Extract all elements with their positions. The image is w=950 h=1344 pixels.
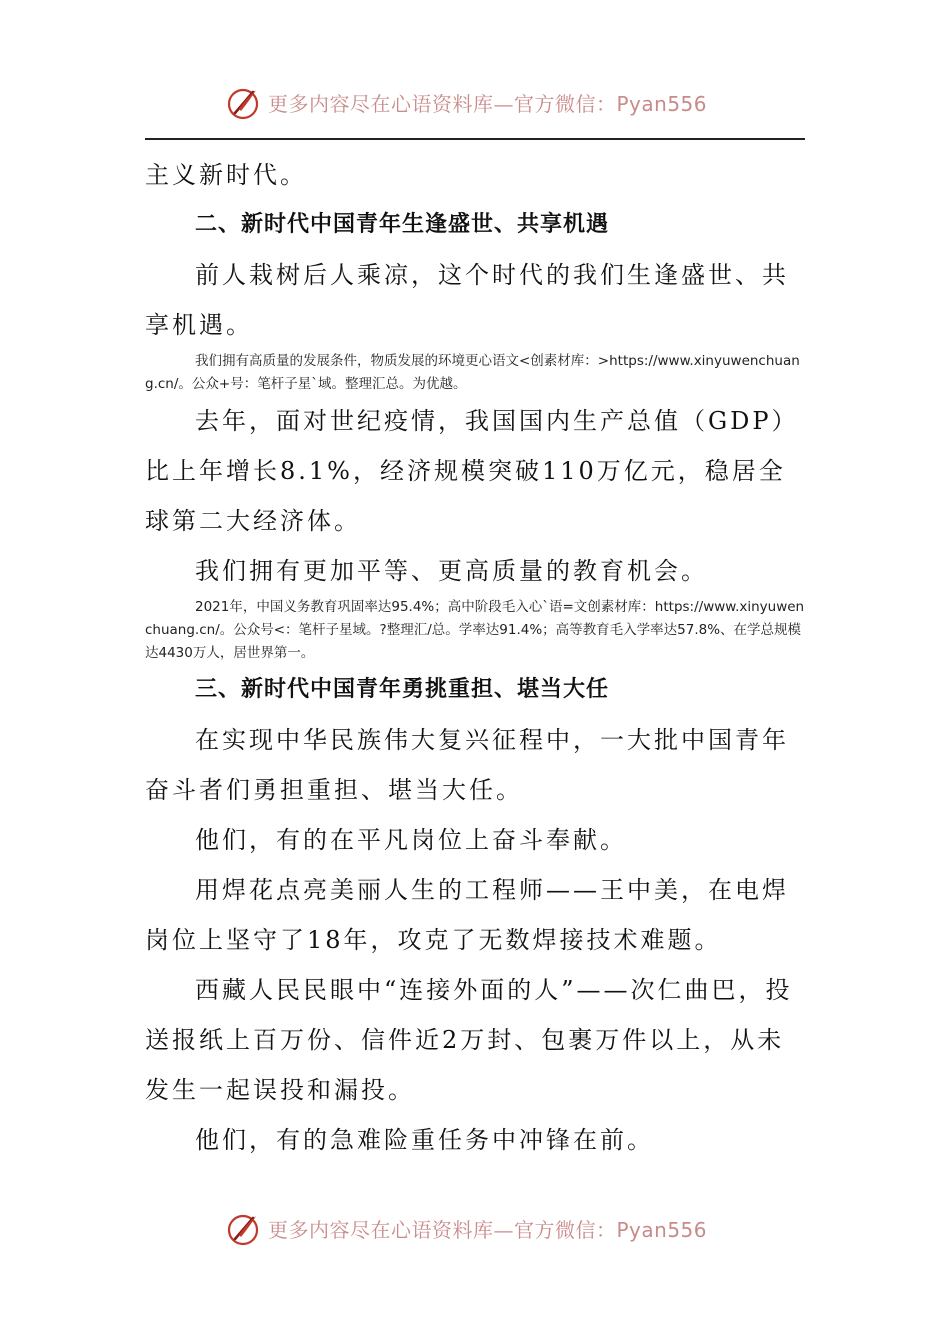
header-rule [145, 138, 805, 140]
watermark-text: 更多内容尽在心语资料库—官方微信：Pyan556 [268, 92, 708, 116]
body-paragraph: 主义新时代。 [145, 161, 307, 189]
footer-watermark [0, 1208, 950, 1252]
body-paragraph: 我们拥有更加平等、更高质量的教育机会。 [195, 557, 708, 585]
section-heading: 二、新时代中国青年生逢盛世、共享机遇 [195, 212, 610, 237]
watermark-text: 更多内容尽在心语资料库—官方微信：Pyan556 [268, 1218, 708, 1242]
body-paragraph: 西藏人民民眼中“连接外面的人”——次仁曲巴，投送报纸上百万份、信件近2万封、包裹万件以上，从未发生一起误投和漏投。 [145, 976, 793, 1104]
body-paragraph: 在实现中华民族伟大复兴征程中，一大批中国青年奋斗者们勇担重担、堪当大任。 [145, 726, 789, 804]
body-paragraph: 他们，有的急难险重任务中冲锋在前。 [195, 1126, 654, 1154]
note-paragraph: 我们拥有高质量的发展条件，物质发展的环境更心语文<创素材库：>https://www.xinyuwenchuang.cn/。公众+号：笔杆子星`域。整理汇总。为优越。 [145, 353, 800, 392]
quill-logo-icon [226, 1212, 262, 1248]
note-paragraph: 2021年，中国义务教育巩固率达95.4%；高中阶段毛入心`语=文创素材库：https://www.xinyuwenchuang.cn/。公众号<：笔杆子星域。?整理汇/总。学率达91.4%；高等教育毛入学率达57.8%、在学总规模达4430万人，居世界第一。 [145, 599, 805, 661]
body-paragraph: 去年，面对世纪疫情，我国国内生产总值（GDP）比上年增长8.1%，经济规模突破110万亿元，稳居全球第二大经济体。 [145, 407, 799, 535]
body-paragraph: 用焊花点亮美丽人生的工程师——王中美，在电焊岗位上坚守了18年，攻克了无数焊接技术难题。 [145, 876, 789, 954]
quill-logo-icon [226, 86, 262, 122]
body-paragraph: 前人栽树后人乘凉，这个时代的我们生逢盛世、共享机遇。 [145, 261, 789, 339]
header-watermark [0, 82, 950, 126]
body-paragraph: 他们，有的在平凡岗位上奋斗奉献。 [195, 826, 627, 854]
document-body [145, 150, 807, 1165]
section-heading: 三、新时代中国青年勇挑重担、堪当大任 [195, 677, 610, 702]
